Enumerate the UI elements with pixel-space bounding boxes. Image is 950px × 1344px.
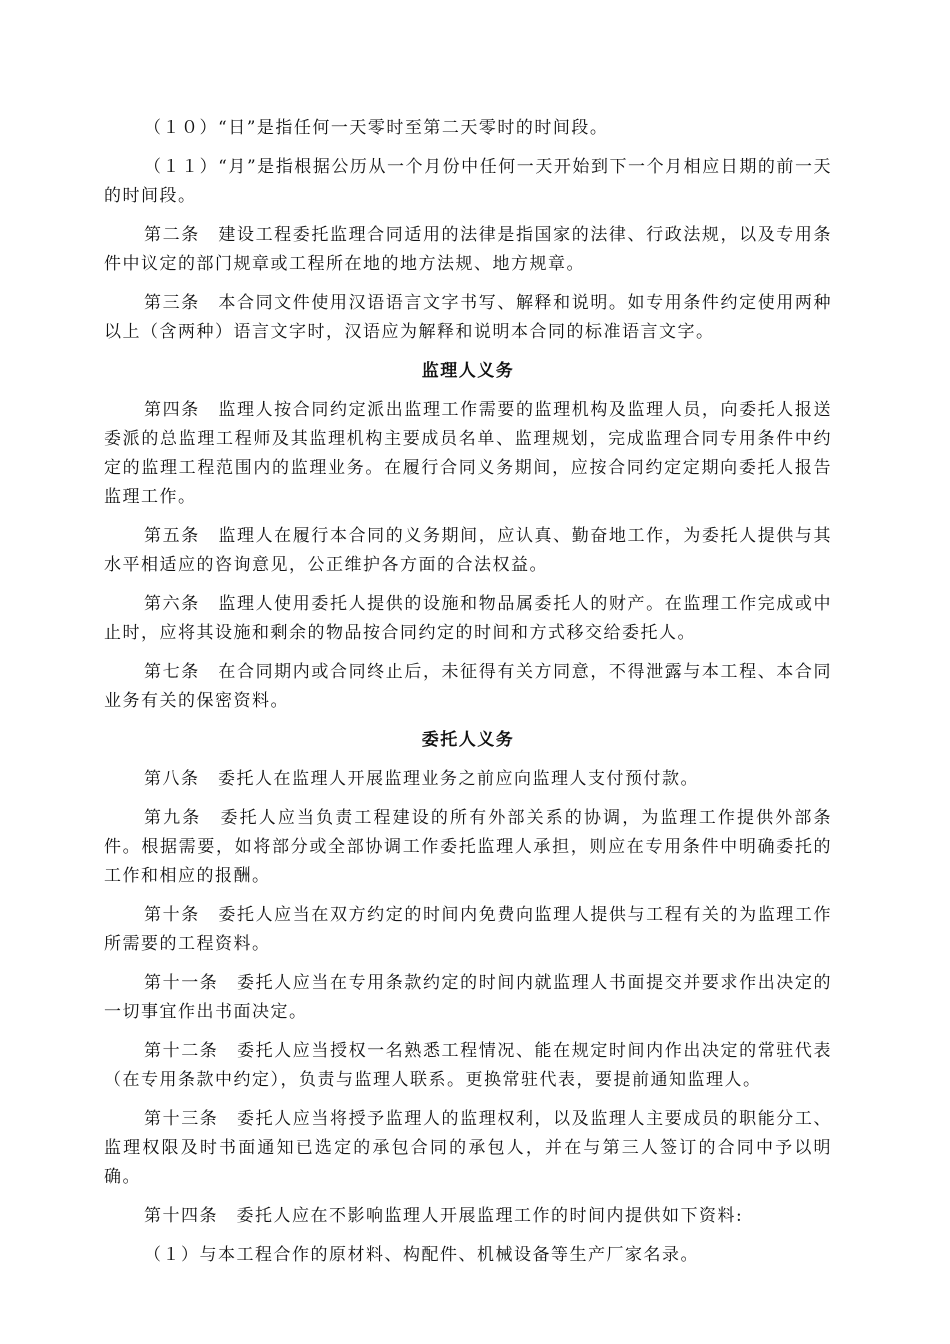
document-body (104, 114, 832, 1280)
paragraph-article-14-item-1: （１）与本工程合作的原材料、构配件、机械设备等生产厂家名录。 (144, 1245, 699, 1265)
paragraph-article-13: 第十三条 委托人应当将授予监理人的监理权利，以及监理人主要成员的职能分工、监理权限及时书面通知已选定的承包合同的承包人，并在与第三人签订的合同中予以明确。 (104, 1109, 832, 1187)
section-heading-supervisor-obligations: 监理人义务 (421, 361, 515, 381)
paragraph-article-9: 第九条 委托人应当负责工程建设的所有外部关系的协调，为监理工作提供外部条件。根据需要，如将部分或全部协调工作委托监理人承担，则应在专用条件中明确委托的工作和相应的报酬。 (104, 808, 832, 886)
paragraph-article-12: 第十二条 委托人应当授权一名熟悉工程情况、能在规定时间内作出决定的常驻代表（在专用条款中约定），负责与监理人联系。更换常驻代表，要提前通知监理人。 (104, 1041, 832, 1090)
paragraph-article-3: 第三条 本合同文件使用汉语语言文字书写、解释和说明。如专用条件约定使用两种以上（含两种）语言文字时，汉语应为解释和说明本合同的标准语言文字。 (104, 293, 832, 342)
paragraph-article-7: 第七条 在合同期内或合同终止后，未征得有关方同意，不得泄露与本工程、本合同业务有关的保密资料。 (104, 662, 832, 711)
paragraph-article-2: 第二条 建设工程委托监理合同适用的法律是指国家的法律、行政法规，以及专用条件中议定的部门规章或工程所在地的地方法规、地方规章。 (104, 225, 832, 274)
paragraph-article-5: 第五条 监理人在履行本合同的义务期间，应认真、勤奋地工作，为委托人提供与其水平相适应的咨询意见，公正维护各方面的合法权益。 (104, 526, 832, 575)
paragraph-item-11: （１１）“月”是指根据公历从一个月份中任何一天开始到下一个月相应日期的前一天的时间段。 (104, 157, 832, 206)
paragraph-article-11: 第十一条 委托人应当在专用条款约定的时间内就监理人书面提交并要求作出决定的一切事宜作出书面决定。 (104, 973, 832, 1022)
paragraph-article-14: 第十四条 委托人应在不影响监理人开展监理工作的时间内提供如下资料: (144, 1206, 744, 1226)
paragraph-article-10: 第十条 委托人应当在双方约定的时间内免费向监理人提供与工程有关的为监理工作所需要的工程资料。 (104, 905, 832, 954)
section-heading-client-obligations: 委托人义务 (421, 730, 515, 750)
paragraph-article-8: 第八条 委托人在监理人开展监理业务之前应向监理人支付预付款。 (144, 769, 699, 789)
paragraph-item-10: （１０）“日”是指任何一天零时至第二天零时的时间段。 (144, 118, 609, 138)
paragraph-article-6: 第六条 监理人使用委托人提供的设施和物品属委托人的财产。在监理工作完成或中止时，应将其设施和剩余的物品按合同约定的时间和方式移交给委托人。 (104, 594, 832, 643)
paragraph-article-4: 第四条 监理人按合同约定派出监理工作需要的监理机构及监理人员，向委托人报送委派的总监理工程师及其监理机构主要成员名单、监理规划，完成监理合同专用条件中约定的监理工程范围内的监理业务。在履行合同义务期间，应按合同约定定期向委托人报告监理工作。 (104, 400, 832, 507)
